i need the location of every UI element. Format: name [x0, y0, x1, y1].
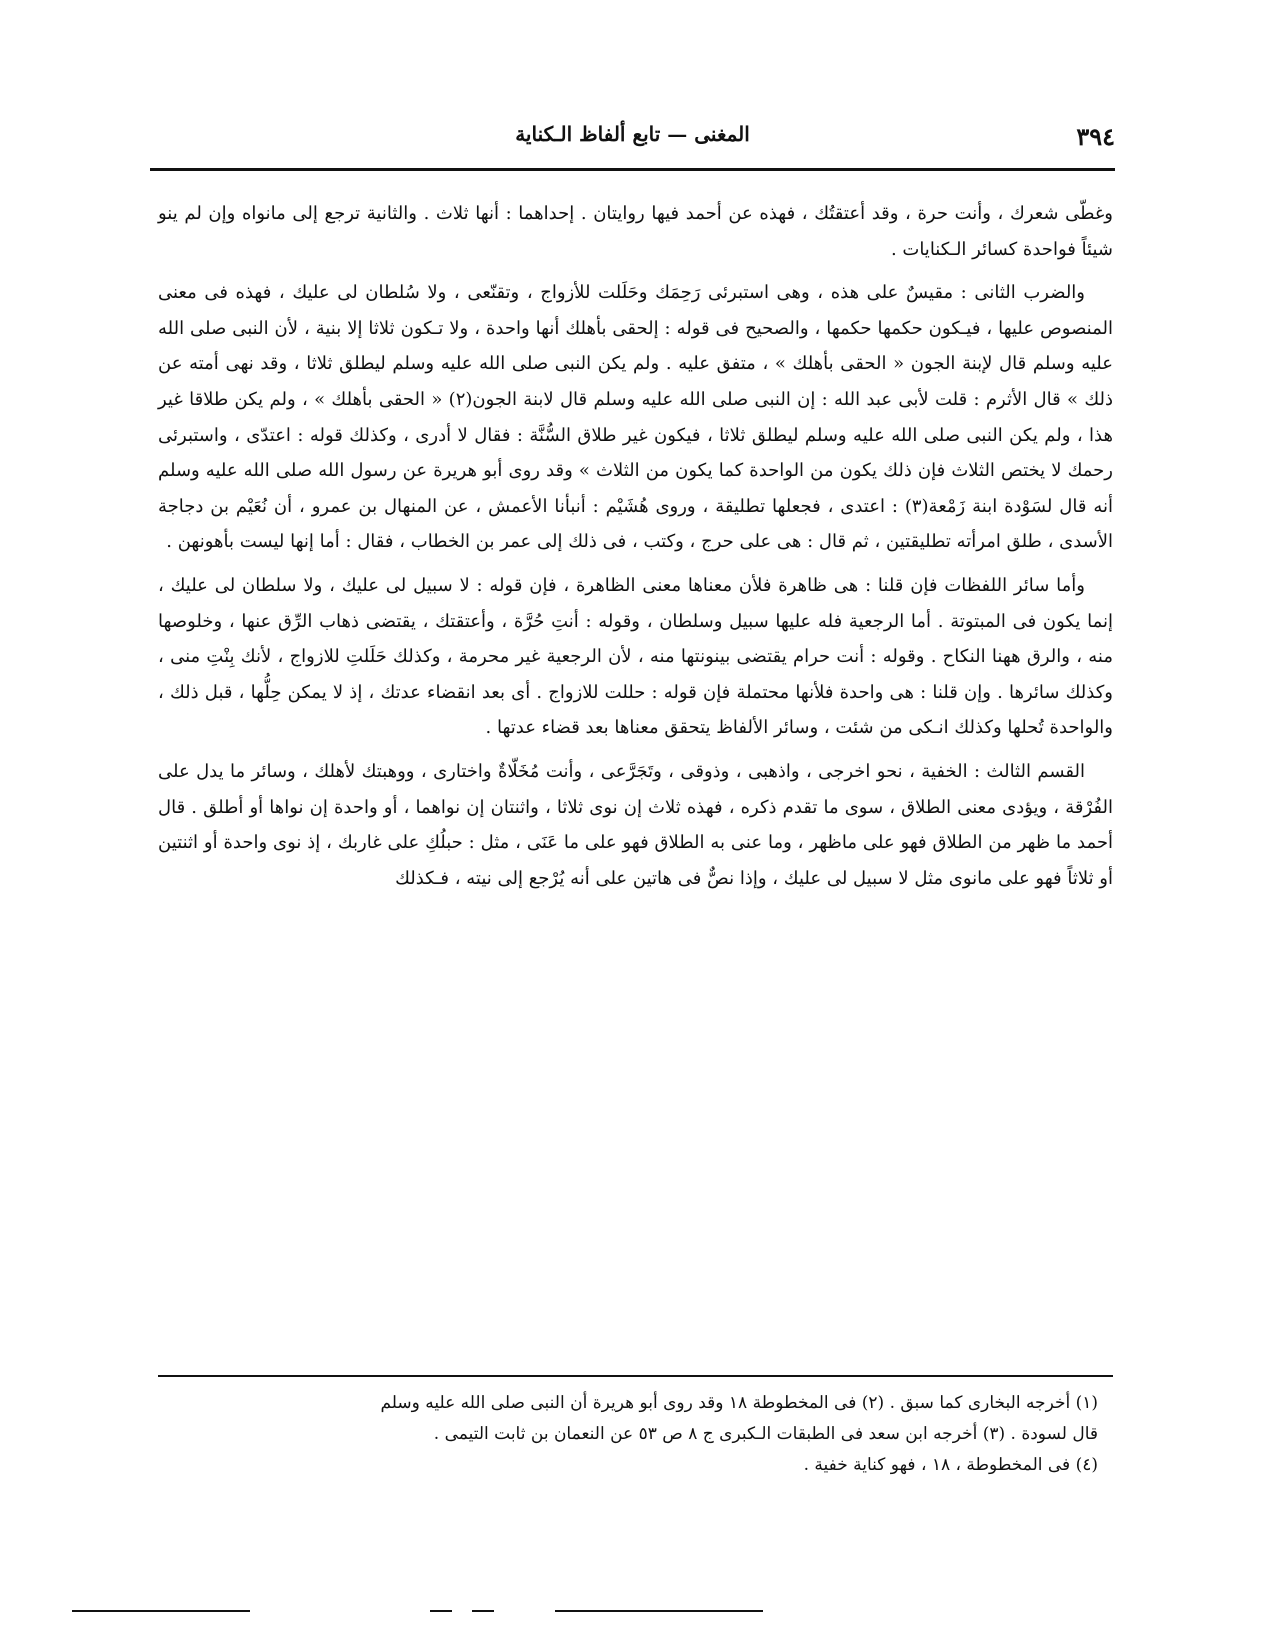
page-header	[150, 118, 1115, 158]
footnote-line: قال لسودة . (٣) أخرجه ابن سعد فى الطبقات الـكبرى ج ٨ ص ٥٣ عن النعمان بن ثابت التيمى .	[433, 1424, 1098, 1444]
header-rule	[150, 168, 1115, 171]
paragraph: وغطّى شعرك ، وأنت حرة ، وقد أعتقتُك ، فهذه عن أحمد فيها روايتان . إحداهما : أنها ثلاث . والثانية ترجع إلى مانواه وإن لم ينو شيئاً فواحدة كسائر الـكنايات .	[158, 203, 1113, 260]
footnote-rule	[158, 1375, 1113, 1377]
paragraph: القسم الثالث : الخفية ، نحو اخرجى ، واذهبى ، وذوقى ، وتَجَرَّعى ، وأنت مُخَلّاةٌ واختارى ، ووهبتك لأهلك ، وسائر ما يدل على الفُرْقة ، ويؤدى معنى الطلاق ، سوى ما تقدم ذكره ، فهذه ثلاث إن نوى ثلاثا ، واثنتان إن نواهما ، أو واحدة إن نواها أو أطلق . قال أحمد ما ظهر من الطلاق فهو على ماظهر ، وما عنى به الطلاق فهو على ما عَنَى ، مثل : حبلُكِ على غاربك ، إذ نوى واحدة أو اثنتين أو ثلاثاً فهو على مانوى مثل لا سبيل لى عليك ، وإذا نصٌّ فى هاتين على أنه يُرْجع إلى نيته ، فـكذلك	[158, 760, 1113, 889]
bottom-rule-right	[555, 1610, 763, 1612]
bottom-rule-left	[72, 1610, 250, 1612]
page-number: ٣٩٤	[1076, 122, 1115, 151]
footnotes	[158, 1388, 1098, 1481]
bottom-dash	[430, 1610, 452, 1612]
footnote-line: (٤) فى المخطوطة ، ١٨ ، فهو كناية خفية .	[803, 1455, 1098, 1475]
bottom-dash	[472, 1610, 494, 1612]
running-title: المغنى — تابع ألفاظ الـكناية	[515, 122, 750, 146]
paragraph: وأما سائر اللفظات فإن قلنا : هى ظاهرة فلأن معناها معنى الظاهرة ، فإن قوله : لا سبيل لى عليك ، ولا سلطان لى عليك ، إنما يكون فى المبتوتة . أما الرجعية فله عليها سبيل وسلطان ، وقوله : أنتِ حُرَّة ، وأعتقتك ، يقتضى ذهاب الرِّق عنها ، وخلوصها منه ، والرق ههنا النكاح . وقوله : أنت حرام يقتضى بينونتها منه ، لأن الرجعية غير محرمة ، وكذلك حَلَلتِ للازواج ، لأنك بِنْتِ منى ، وكذلك سائرها . وإن قلنا : هى واحدة فلأنها محتملة فإن قوله : حللت للازواج . أى بعد انقضاء عدتك ، إذ لا يمكن حِلُّها ، قبل ذلك ، والواحدة تُحلها وكذلك انـكى من شئت ، وسائر الألفاظ يتحقق معناها بعد قضاء عدتها .	[158, 574, 1113, 739]
footnote-line: (١) أخرجه البخارى كما سبق . (٢) فى المخطوطة ١٨ وقد روى أبو هريرة أن النبى صلى الله عليه وسلم	[380, 1393, 1098, 1413]
paragraph: والضرب الثانى : مقيسٌ على هذه ، وهى استبرئى رَحِمَك وحَلَلت للأزواج ، وتقنّعى ، ولا سُلطان لى عليك ، فهذه فى معنى المنصوص عليها ، فيـكون حكمها حكمها ، والصحيح فى قوله : إلحقى بأهلك أنها واحدة ، ولا تـكون ثلاثا إلا بنية ، لأن النبى صلى الله عليه وسلم قال لإبنة الجون « الحقى بأهلك » ، متفق عليه . ولم يكن النبى صلى الله عليه وسلم ليطلق ثلاثا ، وقد نهى أمته عن ذلك » قال الأثرم : قلت لأبى عبد الله : إن النبى صلى الله عليه وسلم قال لابنة الجون(٢) « الحقى بأهلك » ، ولم يكن طلاقا غير هذا ، ولم يكن النبى صلى الله عليه وسلم ليطلق ثلاثا ، فيكون غير طلاق السُّنَّة : فقال لا أدرى ، وكذلك قوله : اعتدّى ، واستبرئى رحمك لا يختص الثلاث فإن ذلك يكون من الواحدة كما يكون من الثلاث » وقد روى أبو هريرة عن رسول الله صلى الله عليه وسلم أنه قال لسَوْدة ابنة زَمْعة(٣) : اعتدى ، فجعلها تطليقة ، وروى هُشَيْم : أنبأنا الأعمش ، عن المنهال بن عمرو ، أن نُعَيْم بن دجاجة الأسدى ، طلق امرأته تطليقتين ، ثم قال : هى على حرج ، وكتب ، فى ذلك إلى عمر بن الخطاب ، فقال : أما إنها ليست بأهونهن .	[158, 282, 1113, 553]
body-text	[158, 196, 1113, 896]
